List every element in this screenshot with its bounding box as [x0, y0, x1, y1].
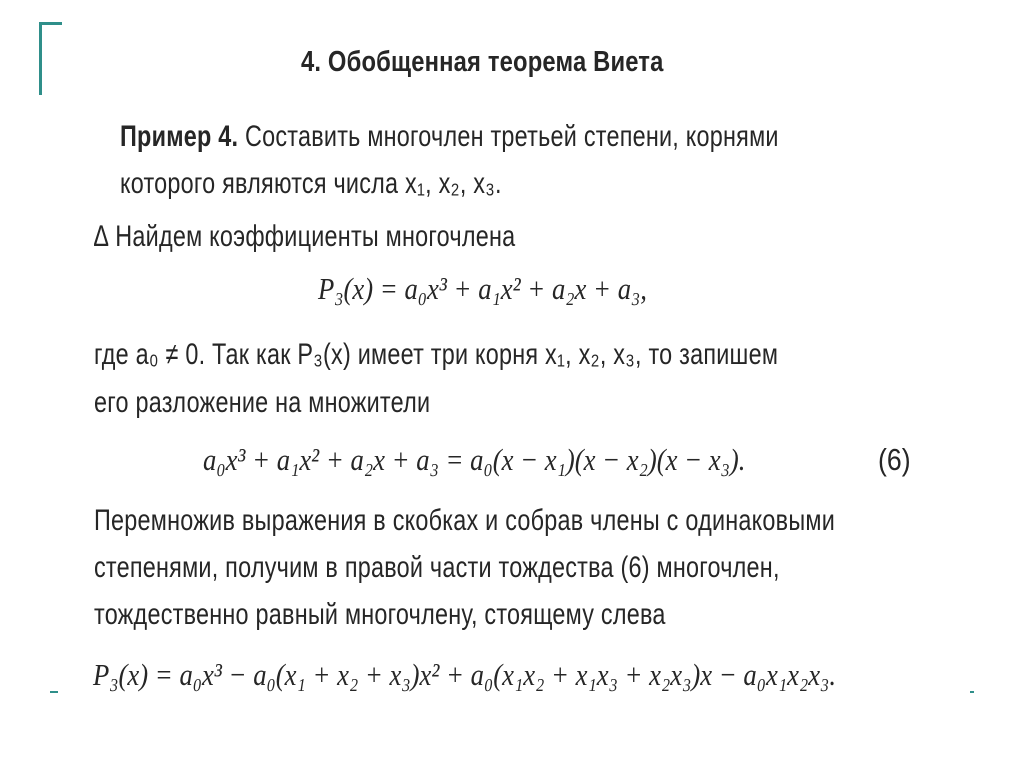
example-text-1: Составить многочлен третьей степени, корнями — [244, 120, 779, 153]
solution-line-1: ∆ Найдем коэффициенты многочлена — [94, 220, 516, 253]
formula-polynomial: P₃(x) = a₀x³ + a₁x² + a₂x + a₃, — [318, 271, 647, 306]
formula-factorization: a₀x³ + a₁x² + a₂x + a₃ = a₀(x − x₁)(x − x₂)(x − x₃). — [203, 442, 746, 477]
example-line-2: которого являются числа x₁, x₂, x₃. — [120, 167, 502, 200]
equation-number-text: (6) — [878, 442, 911, 477]
example-label: Пример 4. — [120, 120, 239, 153]
solution-line-5: степенями, получим в правой части тождества (6) многочлен, — [94, 551, 780, 584]
solution-line-2: где a₀ ≠ 0. Так как P₃(x) имеет три корня x₁, x₂, x₃, то запишем — [94, 338, 779, 371]
equation-number — [878, 444, 911, 475]
example-line-1 — [120, 122, 779, 152]
formula-expanded: P₃(x) = a₀x³ − a₀(x₁ + x₂ + x₃)x² + a₀(x₁x₂ + x₁x₃ + x₂x₃)x − a₀x₁x₂x₃. — [93, 657, 836, 692]
solution-line-4: Перемножив выражения в скобках и собрав члены с одинаковыми — [94, 504, 836, 537]
solution-line-6: тождественно равный многочлену, стоящему слева — [94, 598, 666, 631]
solution-line-3: его разложение на множители — [94, 386, 431, 419]
section-title: 4. Обобщенная теорема Виета — [301, 46, 664, 78]
